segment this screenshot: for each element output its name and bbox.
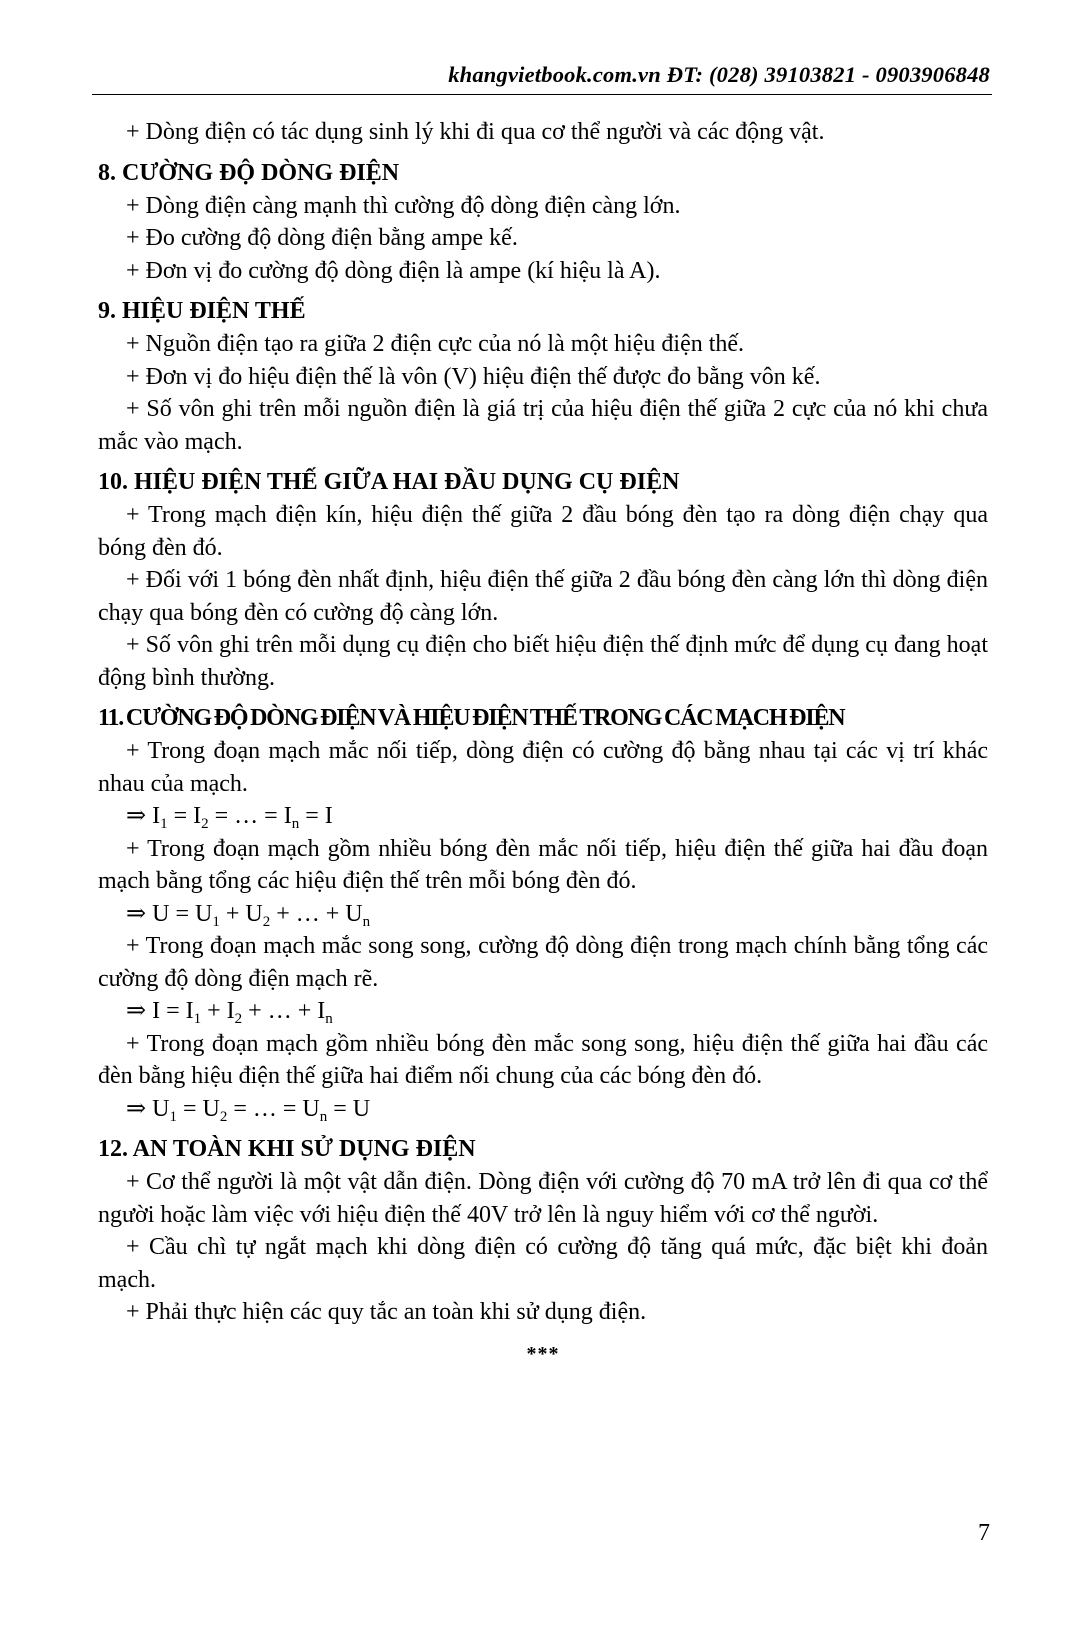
section-11-line: + Trong đoạn mạch mắc nối tiếp, dòng điện có cường độ bằng nhau tại các vị trí khác nhau của mạch.	[98, 738, 988, 797]
formula-text: = I	[299, 803, 333, 829]
formula-subscript: n	[362, 913, 371, 930]
formula-text: I = I	[152, 998, 194, 1024]
section-9-title: 9. HIỆU ĐIỆN THẾ	[98, 298, 306, 324]
implies-arrow: ⇒	[126, 803, 153, 829]
section-11-line: + Trong đoạn mạch mắc song song, cường độ dòng điện trong mạch chính bằng tổng các cường độ dòng điện mạch rẽ.	[98, 933, 988, 992]
section-12-title: 12. AN TOÀN KHI SỬ DỤNG ĐIỆN	[98, 1136, 476, 1162]
formula-text: + … + I	[242, 998, 326, 1024]
section-12-line: + Phải thực hiện các quy tắc an toàn khi sử dụng điện.	[126, 1299, 647, 1325]
formula-subscript: 2	[201, 816, 209, 832]
page-number: 7	[978, 1520, 990, 1546]
section-10-title: 10. HIỆU ĐIỆN THẾ GIỮA HAI ĐẦU DỤNG CỤ ĐIỆN	[98, 469, 680, 495]
formula	[98, 800, 988, 833]
formula-text: + I	[201, 998, 235, 1024]
page-header	[92, 60, 992, 95]
formula-text: I	[152, 803, 161, 829]
section-10-line: + Trong mạch điện kín, hiệu điện thế giữa 2 đầu bóng đèn tạo ra dòng điện chạy qua bóng đèn đó.	[98, 502, 988, 561]
formula-subscript: 1	[212, 913, 220, 930]
formula	[98, 898, 988, 931]
section-separator: ***	[526, 1342, 560, 1365]
section-11-line: + Trong đoạn mạch gồm nhiều bóng đèn mắc nối tiếp, hiệu điện thế giữa hai đầu đoạn mạch bằng tổng các hiệu điện thế trên mỗi bóng đèn đó.	[98, 835, 988, 894]
implies-arrow: ⇒	[126, 1095, 153, 1122]
formula-text: + U	[219, 900, 263, 927]
section-10-line: + Số vôn ghi trên mỗi dụng cụ điện cho biết hiệu điện thế định mức để dụng cụ đang hoạt động bình thường.	[98, 632, 988, 691]
formula-text: U = U	[152, 900, 213, 927]
formula-text: = … = U	[227, 1095, 320, 1122]
section-10-line: + Đối với 1 bóng đèn nhất định, hiệu điện thế giữa 2 đầu bóng đèn càng lớn thì dòng điện chạy qua bóng đèn có cường độ càng lớn.	[98, 567, 988, 626]
formula-subscript: n	[291, 816, 300, 832]
formula-text: = U	[327, 1095, 371, 1122]
section-9-line: + Đơn vị đo hiệu điện thế là vôn (V) hiệu điện thế được đo bằng vôn kế.	[126, 363, 821, 390]
formula-text: + … + U	[270, 900, 363, 927]
intro-line: + Dòng điện có tác dụng sinh lý khi đi qua cơ thể người và các động vật.	[126, 119, 825, 145]
formula-subscript: 2	[219, 1108, 228, 1125]
section-11-title: 11. CƯỜNG ĐỘ DÒNG ĐIỆN VÀ HIỆU ĐIỆN THẾ TRONG CÁC MẠCH ĐIỆN	[98, 705, 845, 731]
formula	[98, 1093, 988, 1126]
formula-subscript: 1	[169, 1108, 177, 1125]
formula-subscript: n	[325, 1011, 333, 1027]
section-8-line: + Đo cường độ dòng điện bằng ampe kế.	[126, 225, 518, 251]
formula-text: = U	[176, 1095, 220, 1122]
header-text: khangvietbook.com.vn ĐT: (028) 39103821 - 0903906848	[448, 62, 990, 87]
formula-subscript: 2	[234, 1011, 243, 1027]
formula-subscript: 1	[193, 1011, 202, 1027]
formula-text: U	[152, 1095, 170, 1122]
section-11-line: + Trong đoạn mạch gồm nhiều bóng đèn mắc song song, hiệu điện thế giữa hai đầu các đèn bằng hiệu điện thế giữa hai điểm nối chung của các bóng đèn đó.	[98, 1030, 988, 1089]
formula-subscript: 1	[160, 816, 168, 832]
implies-arrow: ⇒	[126, 900, 153, 927]
section-8-line: + Dòng điện càng mạnh thì cường độ dòng điện càng lớn.	[126, 192, 681, 219]
section-8-title: 8. CƯỜNG ĐỘ DÒNG ĐIỆN	[98, 159, 400, 186]
section-12-line: + Cầu chì tự ngắt mạch khi dòng điện có cường độ tăng quá mức, đặc biệt khi đoản mạch.	[98, 1234, 988, 1293]
formula-subscript: 2	[262, 913, 271, 930]
formula	[98, 995, 988, 1028]
section-9-line: + Nguồn điện tạo ra giữa 2 điện cực của nó là một hiệu điện thế.	[126, 331, 745, 357]
section-9-line: + Số vôn ghi trên mỗi nguồn điện là giá trị của hiệu điện thế giữa 2 cực của nó khi chưa mắc vào mạch.	[98, 396, 988, 455]
page-content	[98, 116, 988, 1366]
section-8-line: + Đơn vị đo cường độ dòng điện là ampe (kí hiệu là A).	[126, 257, 661, 284]
section-12-line: + Cơ thể người là một vật dẫn điện. Dòng điện với cường độ 70 mA trở lên đi qua cơ thể người hoặc làm việc với hiệu điện thế 40V trở lên là nguy hiểm với cơ thể người.	[98, 1169, 988, 1228]
formula-text: = I	[167, 803, 202, 829]
implies-arrow: ⇒	[126, 998, 153, 1024]
formula-text: = … = I	[208, 803, 292, 829]
formula-subscript: n	[319, 1108, 328, 1125]
